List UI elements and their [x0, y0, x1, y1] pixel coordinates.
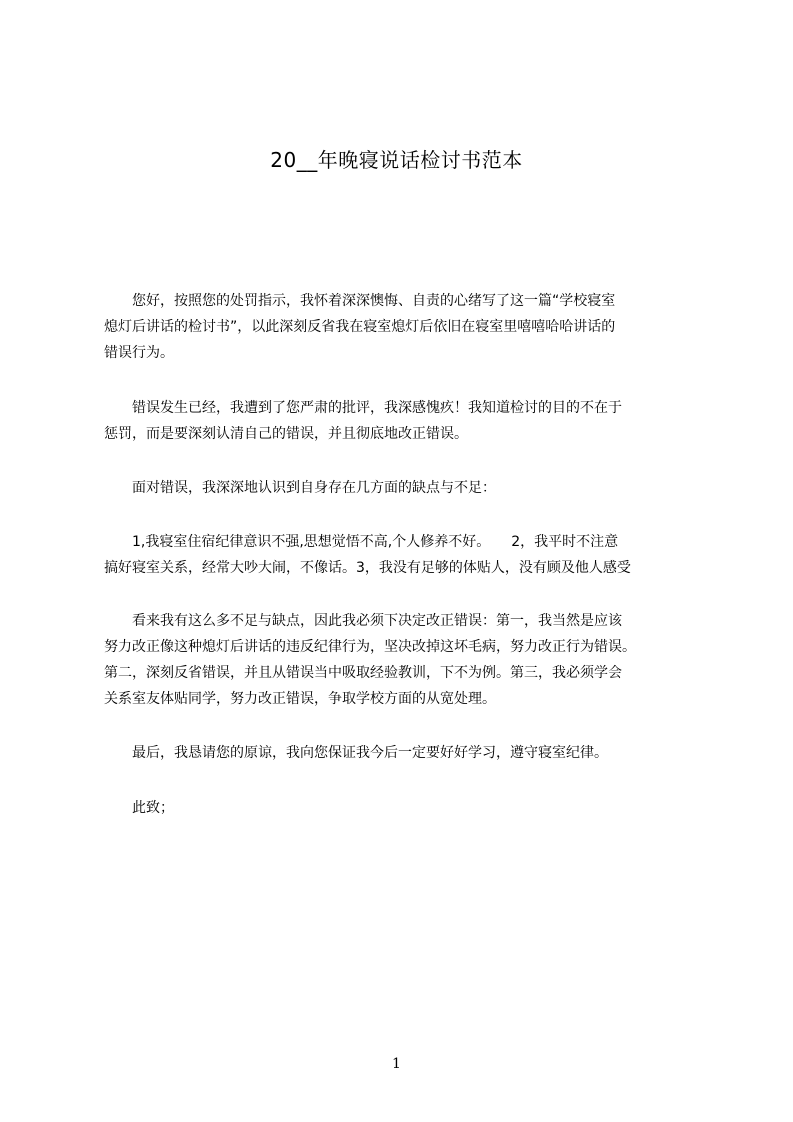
text-line: 此致；	[104, 800, 174, 816]
text-line: 错误发生已经，我遭到了您严肃的批评，我深感愧疚！我知道检讨的目的不在于	[104, 400, 622, 416]
text-line: 第二，深刻反省错误，并且从错误当中吸取经验教训，下不为例。第三，我必须学会	[104, 665, 622, 681]
text-line: 错误行为。	[104, 345, 174, 361]
text-line: 搞好寝室关系，经常大吵大闹，不像话。3，我没有足够的体贴人，没有顾及他人感受	[104, 560, 631, 576]
text-line: 努力改正像这种熄灯后讲话的违反纪律行为，坚决改掉这坏毛病，努力改正行为错误。	[104, 639, 636, 655]
text-line: 看来我有这么多不足与缺点，因此我必须下决定改正错误：第一，我当然是应该	[104, 613, 622, 629]
text-line: 最后，我恳请您的原谅，我向您保证我今后一定要好好学习，遵守寝室纪律。	[104, 745, 608, 761]
document-title: 20__年晚寝说话检讨书范本	[270, 148, 523, 172]
page-number: 1	[392, 1056, 401, 1072]
text-line: 1,我寝室住宿纪律意识不强,思想觉悟不高,个人修养不好。 2，我平时不注意	[104, 534, 619, 550]
text-line: 关系室友体贴同学，努力改正错误，争取学校方面的从宽处理。	[104, 691, 496, 707]
text-line: 面对错误，我深深地认识到自身存在几方面的缺点与不足：	[104, 480, 496, 496]
text-line: 您好，按照您的处罚指示，我怀着深深懊悔、自责的心绪写了这一篇“学校寝室	[104, 293, 616, 309]
text-line: 惩罚，而是要深刻认清自己的错误，并且彻底地改正错误。	[104, 426, 468, 442]
text-line: 熄灯后讲话的检讨书”，以此深刻反省我在寝室熄灯后依旧在寝室里嘻嘻哈哈讲话的	[104, 319, 616, 335]
